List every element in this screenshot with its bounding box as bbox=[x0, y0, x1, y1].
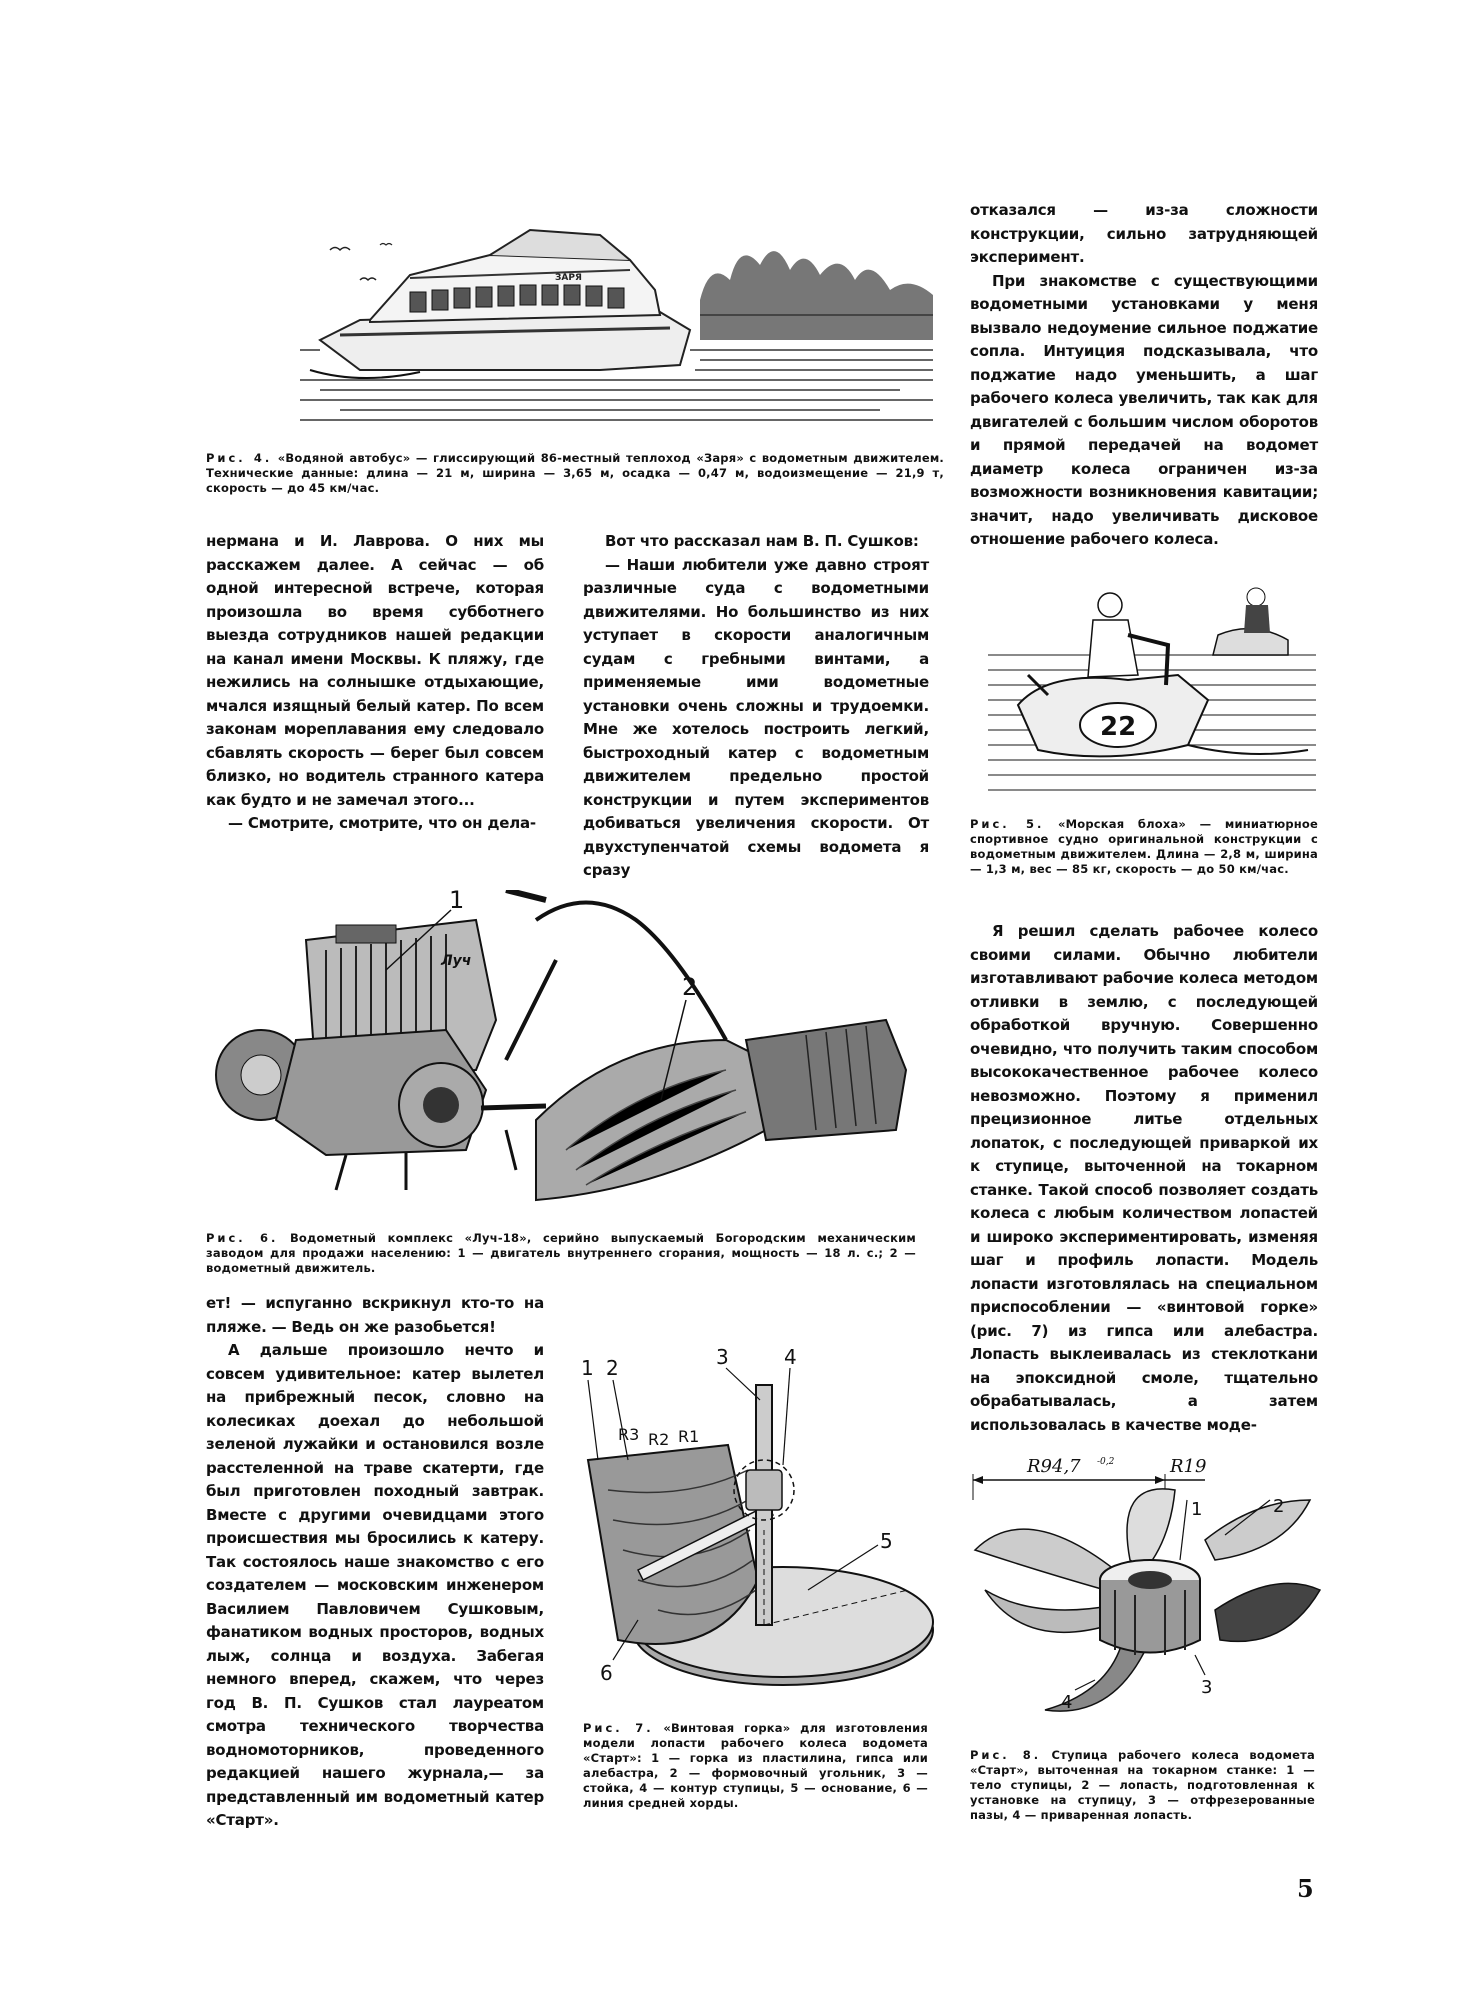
column-3-middle-text bbox=[970, 920, 1318, 1437]
figure-4-caption-lead: Рис. 4. bbox=[206, 451, 273, 465]
paragraph: Я решил сделать рабочее колесо своими силами. Обычно любители изготавливают рабочие колеса методом отливки в землю, с последующей обработкой вручную. Совершенно очевидно, что получить таким способом высококачественное рабочее колесо невозможно. Поэтому я применил прецизионное литье отдельных лопаток, с последующей приваркой их к ступице, выточенной на токарном станке. Такой способ позволяет создать колеса с любым количеством лопастей и широко экспериментировать, изменяя шаг и профиль лопасти. Модель лопасти изготовлялась на специальном приспособлении — «винтовой горке» (рис. 7) из гипса или алебастра. Лопасть выклеивалась из стеклоткани на эпоксидной смоле, тщательно обрабатывалась, а затем использовалась в качестве моде- bbox=[970, 922, 1318, 1434]
paragraph: Вот что рассказал нам В. П. Сушков: bbox=[605, 532, 919, 550]
paragraph: При знакомстве с существующими водометными установками у меня вызвало недоумение сильное поджатие сопла. Интуиция подсказывала, что поджатие надо уменьшить, а шаг рабочего колеса увеличить, так как для двигателей с большим числом оборотов и прямой передачей на водомет диаметр колеса ограничен из-за возможности возникновения кавитации; значит, надо увеличивать дисковое отношение рабочего колеса. bbox=[970, 271, 1318, 548]
label-4: 4 bbox=[1061, 1692, 1073, 1713]
label-3: 3 bbox=[1201, 1677, 1213, 1698]
label-3: 3 bbox=[716, 1345, 729, 1369]
water-jet-complex-drawing bbox=[206, 890, 936, 1210]
figure-7-caption bbox=[583, 1721, 928, 1811]
dimension-tolerance: -0,2 bbox=[1097, 1457, 1115, 1467]
paragraph: — Смотрите, смотрите, что он дела- bbox=[228, 814, 536, 832]
page-number: 5 bbox=[1297, 1874, 1314, 1903]
label-2: 2 bbox=[1273, 1496, 1285, 1517]
label-2: 2 bbox=[682, 973, 698, 1001]
paragraph: ет! — испуганно вскрикнул кто-то на пляже. — Ведь он же разобьется! bbox=[206, 1294, 544, 1336]
figure-7-caption-lead: Рис. 7. bbox=[583, 1721, 654, 1735]
label-1: 1 bbox=[581, 1356, 594, 1380]
label-2: 2 bbox=[606, 1356, 619, 1380]
paragraph: отказался — из-за сложности конструкции, сильно затрудняющей эксперимент. bbox=[970, 201, 1318, 266]
figure-7-illustration bbox=[578, 1340, 934, 1700]
boat-name-label: ЗАРЯ bbox=[555, 273, 582, 283]
figure-5-caption bbox=[970, 817, 1318, 877]
figure-6-caption-body: Водометный комплекс «Луч-18», серийно выпускаемый Богородским механическим заводом для продажи населению: 1 — двигатель внутреннего сгорания, мощность — 18 л. с.; 2 — водометный движитель. bbox=[206, 1231, 916, 1275]
dimension-r19: R19 bbox=[1170, 1456, 1207, 1477]
figure-6-caption bbox=[206, 1231, 916, 1276]
figure-5-caption-lead: Рис. 5. bbox=[970, 817, 1045, 831]
figure-5-caption-body: «Морская блоха» — миниатюрное спортивное судно оригинальной конструкции с водометным движителем. Длина — 2,8 м, ширина — 1,3 м, вес — 85 кг, скорость — до 50 км/час. bbox=[970, 817, 1318, 876]
label-5: 5 bbox=[880, 1529, 893, 1553]
column-2-upper-text bbox=[583, 530, 929, 883]
label-4: 4 bbox=[784, 1345, 797, 1369]
riverboat-drawing bbox=[300, 220, 933, 430]
radius-r1: R1 bbox=[678, 1427, 700, 1446]
hull-number: 22 bbox=[1100, 712, 1137, 742]
dimension-r94: R94,7 bbox=[1027, 1456, 1081, 1477]
figure-6-caption-lead: Рис. 6. bbox=[206, 1231, 279, 1245]
label-1: 1 bbox=[1191, 1499, 1203, 1520]
column-1-lower-text bbox=[206, 1292, 544, 1833]
label-6: 6 bbox=[600, 1661, 613, 1685]
jet-ski-drawing bbox=[988, 575, 1316, 800]
figure-5-illustration bbox=[988, 575, 1316, 800]
paragraph: — Наши любители уже давно строят различные суда с водометными движителями. Но большинство из них уступает в скорости аналогичным судам с гребными винтами, а применяемые ими водометные установки очень сложны и трудоемки. Мне же хотелось построить легкий, быстроходный катер с водометным движителем предельно простой конструкции и путем экспериментов добиваться увеличения скорости. От двухступенчатой схемы водомета я сразу bbox=[583, 555, 929, 879]
column-1-upper-text bbox=[206, 530, 544, 836]
figure-7-caption-body: «Винтовая горка» для изготовления модели лопасти рабочего колеса водомета «Старт»: 1 — горка из пластилина, гипса или алебастра, 2 — формовочный угольник, 3 — стойка, 4 — контур ступицы, 5 — основание, 6 — линия средней хорды. bbox=[583, 1721, 928, 1810]
figure-8-caption bbox=[970, 1748, 1315, 1823]
label-1: 1 bbox=[449, 890, 465, 914]
figure-4-caption bbox=[206, 451, 944, 496]
impeller-hub-drawing bbox=[965, 1440, 1325, 1720]
paragraph: А дальше произошло нечто и совсем удивительное: катер вылетел на прибрежный песок, словно на колесиках доехал до небольшой зеленой лужайки и остановился возле расстеленной на траве скатерти, где был приготовлен походный завтрак. Вместе с другими очевидцами этого происшествия мы бросились к катеру. Так состоялось наше знакомство с его создателем — московским инженером Василием Павловичем Сушковым, фанатиком водных просторов, водных лыж, солнца и воздуха. Забегая немного вперед, скажем, что через год В. П. Сушков стал лауреатом смотра технического творчества водномоторников, проведенного редакцией нашего журнала,— за представленный им водометный катер «Старт». bbox=[206, 1341, 544, 1829]
figure-8-caption-lead: Рис. 8. bbox=[970, 1748, 1042, 1762]
radius-r3: R3 bbox=[618, 1425, 640, 1444]
helical-jig-drawing bbox=[578, 1340, 934, 1700]
figure-8-illustration bbox=[965, 1440, 1325, 1720]
radius-r2: R2 bbox=[648, 1430, 670, 1449]
figure-4-illustration bbox=[300, 220, 933, 430]
figure-8-caption-body: Ступица рабочего колеса водомета «Старт», выточенная на токарном станке: 1 — тело ступицы, 2 — лопасть, подготовленная к установке на ступицу, 3 — отфрезерованные пазы, 4 — приваренная лопасть. bbox=[970, 1748, 1316, 1822]
column-3-top-text bbox=[970, 199, 1318, 552]
figure-4-caption-body: «Водяной автобус» — глиссирующий 86-местный теплоход «Заря» с водометным движителем. Технические данные: длина — 21 м, ширина — 3,65 м, осадка — 0,47 м, водоизмещение — 21,9 т, скорость — до 45 км/час. bbox=[206, 451, 945, 495]
figure-6-illustration bbox=[206, 890, 936, 1210]
paragraph: нермана и И. Лаврова. О них мы расскажем далее. А сейчас — об одной интересной встрече, которая произошла во время субботнего выезда сотрудников нашей редакции на канал имени Москвы. К пляжу, где нежились на солнышке отдыхающие, мчался изящный белый катер. По всем законам мореплавания ему следовало сбавлять скорость — берег был совсем близко, но водитель странного катера как будто и не замечал этого... bbox=[206, 532, 544, 809]
engine-badge: Луч bbox=[441, 953, 472, 969]
